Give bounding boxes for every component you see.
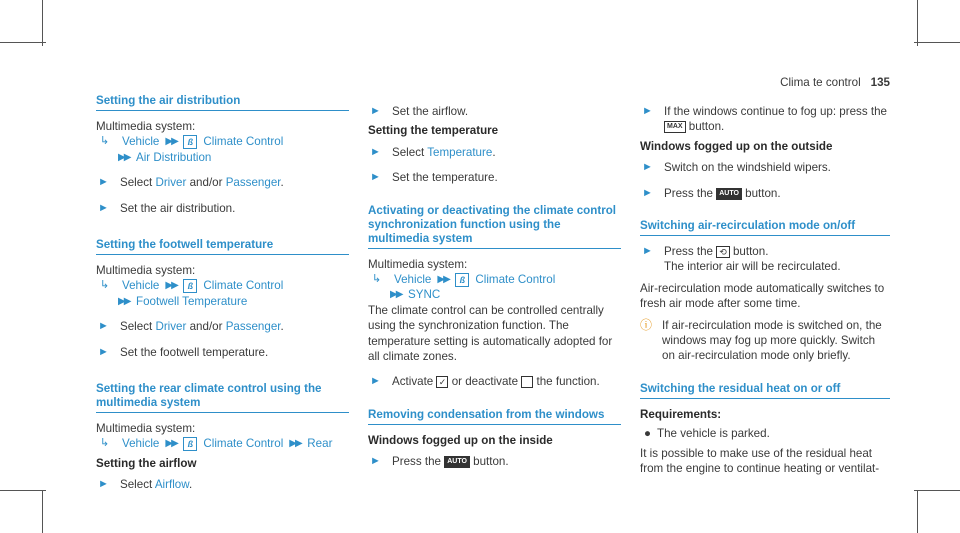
- nav-footwell-temperature[interactable]: Footwell Temperature: [136, 294, 248, 308]
- path-arrow-icon: ↳: [100, 279, 110, 292]
- multimedia-label: Multimedia system:: [96, 264, 196, 278]
- nav-path: [96, 278, 349, 293]
- text: button.: [741, 186, 781, 200]
- text: Select: [120, 478, 155, 492]
- heading-rear-climate: Setting the rear climate control using the multimedia system: [96, 382, 349, 413]
- nav-vehicle[interactable]: Vehicle: [122, 437, 160, 451]
- step: [368, 104, 621, 119]
- nav-path: [96, 134, 349, 149]
- nav-path: [368, 272, 621, 287]
- climate-icon: ß: [183, 279, 197, 293]
- bullet-icon: ●: [644, 427, 652, 441]
- chevron-double-icon: ▶▶: [437, 274, 449, 286]
- subheading-inside: Windows fogged up on the inside: [368, 433, 553, 447]
- text: and/or: [186, 176, 226, 190]
- step-text: Switch on the windshield wipers.: [664, 161, 831, 175]
- paragraph: The climate control can be controlled centrally using the synchronization function. The temperature setting is automatically adopted for all climate zones.: [368, 303, 613, 364]
- step-arrow-icon: ►: [642, 245, 653, 258]
- page-header: [780, 76, 890, 89]
- step-text: Set the airflow.: [392, 105, 469, 118]
- nav-sync[interactable]: SYNC: [408, 288, 441, 302]
- step-arrow-icon: ►: [642, 161, 653, 174]
- text: button.: [469, 455, 509, 469]
- option-temperature[interactable]: Temperature: [427, 145, 493, 159]
- nav-climate-control[interactable]: Climate Control: [203, 437, 284, 451]
- column-1: [96, 94, 349, 493]
- step: [96, 175, 349, 190]
- nav-vehicle[interactable]: Vehicle: [394, 273, 432, 287]
- chevron-double-icon: ▶▶: [118, 151, 130, 163]
- nav-path-cont: [368, 287, 621, 302]
- chevron-double-icon: ▶▶: [289, 438, 301, 450]
- heading-air-distribution: Setting the air distribution: [96, 94, 349, 111]
- path-arrow-icon: ↳: [100, 437, 110, 450]
- text: .: [280, 320, 284, 334]
- crop-mark: [0, 42, 46, 43]
- chevron-double-icon: ▶▶: [118, 295, 130, 307]
- crop-mark: [917, 490, 918, 533]
- checkbox-checked-icon[interactable]: ✓: [436, 376, 448, 388]
- nav-air-distribution[interactable]: Air Distribution: [136, 150, 212, 164]
- step: [96, 319, 349, 334]
- text: .: [492, 145, 496, 159]
- step-arrow-icon: ►: [370, 105, 381, 117]
- heading-footwell: Setting the footwell temperature: [96, 238, 349, 255]
- text: Activate: [392, 375, 437, 389]
- step: [640, 104, 890, 135]
- text: Select: [120, 320, 156, 334]
- nav-vehicle[interactable]: Vehicle: [122, 279, 160, 293]
- text: Select: [120, 176, 156, 190]
- heading-condensation: Removing condensation from the windows: [368, 408, 621, 425]
- chevron-double-icon: ▶▶: [165, 280, 177, 292]
- step-arrow-icon: ►: [370, 375, 381, 388]
- step-arrow-icon: ►: [370, 455, 381, 468]
- option-driver[interactable]: Driver: [155, 176, 187, 190]
- nav-climate-control[interactable]: Climate Control: [203, 135, 284, 149]
- subheading-outside: Windows fogged up on the outside: [640, 139, 833, 153]
- heading-recirculation: Switching air-recirculation mode on/off: [640, 219, 890, 236]
- info-icon: ⓘ: [640, 317, 653, 332]
- step-text: Set the footwell temperature.: [120, 345, 269, 359]
- step: [96, 201, 349, 216]
- step: [96, 477, 349, 492]
- section-title: Clima te control: [780, 76, 861, 89]
- text: Press the: [664, 245, 717, 259]
- multimedia-label: Multimedia system:: [368, 257, 468, 271]
- chevron-double-icon: ▶▶: [390, 289, 402, 301]
- step-text: Set the temperature.: [392, 171, 498, 185]
- multimedia-label: Multimedia system:: [96, 422, 196, 436]
- crop-mark: [42, 0, 43, 46]
- climate-icon: ß: [183, 437, 197, 451]
- heading-sync: Activating or deactivating the climate control synchronization function using the multimedia system: [368, 204, 621, 249]
- text: and/or: [186, 320, 226, 334]
- paragraph: It is possible to make use of the residual heat from the engine to continue heating or ventilat-: [640, 446, 880, 476]
- step-arrow-icon: ►: [98, 201, 109, 214]
- chevron-double-icon: ▶▶: [165, 438, 177, 450]
- nav-path: [96, 436, 349, 451]
- text: .: [188, 478, 193, 492]
- option-passenger[interactable]: Passenger: [225, 320, 281, 334]
- text: Press the: [392, 455, 445, 469]
- path-arrow-icon: ↳: [372, 273, 382, 286]
- multimedia-label: Multimedia system:: [96, 120, 196, 133]
- max-defrost-button-icon: MAX: [664, 121, 686, 133]
- text: Select: [392, 145, 428, 159]
- step-note: The interior air will be recirculated.: [664, 260, 841, 274]
- column-2: [368, 94, 621, 470]
- text: If the windows continue to fog up: press the: [664, 105, 887, 118]
- page-number: 135: [870, 76, 890, 89]
- requirement-text: The vehicle is parked.: [657, 427, 770, 441]
- text: the function.: [533, 375, 600, 389]
- climate-icon: ß: [183, 135, 197, 149]
- step: [368, 454, 621, 469]
- crop-mark: [914, 490, 960, 491]
- column-3: [640, 94, 890, 477]
- crop-mark: [917, 0, 918, 46]
- paragraph: Air-recirculation mode automatically switches to fresh air mode after some time.: [640, 281, 885, 311]
- crop-mark: [0, 490, 46, 491]
- text: .: [280, 176, 284, 190]
- step: [368, 145, 621, 160]
- step: [96, 345, 349, 360]
- nav-climate-control[interactable]: Climate Control: [475, 273, 556, 287]
- climate-icon: ß: [455, 273, 469, 287]
- auto-button-icon: AUTO: [444, 456, 470, 468]
- text: or deactivate: [448, 375, 522, 389]
- info-text: If air-recirculation mode is switched on, the windows may fog up more quickly. Switch on air-recirculation mode only briefly.: [662, 318, 882, 363]
- option-airflow[interactable]: Airflow: [154, 478, 189, 492]
- step-arrow-icon: ►: [642, 186, 653, 199]
- step: [640, 244, 890, 275]
- step: [368, 374, 621, 389]
- step-text: Set the air distribution.: [120, 201, 236, 215]
- chevron-double-icon: ▶▶: [165, 136, 177, 148]
- nav-path-cont: [96, 294, 349, 309]
- step-arrow-icon: ►: [370, 171, 381, 184]
- step-arrow-icon: ►: [642, 105, 653, 117]
- option-driver[interactable]: Driver: [155, 320, 187, 334]
- subheading-airflow: Setting the airflow: [96, 456, 197, 470]
- step-arrow-icon: ►: [98, 345, 109, 358]
- subheading-temperature: Setting the temperature: [368, 124, 499, 138]
- crop-mark: [914, 42, 960, 43]
- text: button.: [729, 245, 769, 259]
- auto-button-icon: AUTO: [716, 188, 742, 200]
- crop-mark: [42, 490, 43, 533]
- option-passenger[interactable]: Passenger: [225, 176, 281, 190]
- heading-residual-heat: Switching the residual heat on or off: [640, 382, 890, 399]
- checkbox-empty-icon[interactable]: [521, 376, 533, 388]
- nav-vehicle[interactable]: Vehicle: [122, 135, 160, 149]
- recirculation-button-icon: ⟲: [716, 246, 730, 258]
- step: [640, 160, 890, 175]
- nav-climate-control[interactable]: Climate Control: [203, 279, 284, 293]
- text: button.: [685, 120, 725, 134]
- step: [640, 186, 890, 201]
- step-arrow-icon: ►: [370, 145, 381, 158]
- nav-rear[interactable]: Rear: [307, 437, 333, 451]
- step-arrow-icon: ►: [98, 176, 109, 189]
- nav-path-cont: [96, 150, 349, 165]
- text: Press the: [664, 186, 717, 200]
- requirement-item: [644, 426, 890, 441]
- step: [368, 170, 621, 185]
- step-arrow-icon: ►: [98, 478, 109, 491]
- info-note: [640, 318, 890, 364]
- path-arrow-icon: ↳: [100, 135, 110, 148]
- step-arrow-icon: ►: [98, 320, 109, 333]
- requirements-label: Requirements:: [640, 407, 722, 421]
